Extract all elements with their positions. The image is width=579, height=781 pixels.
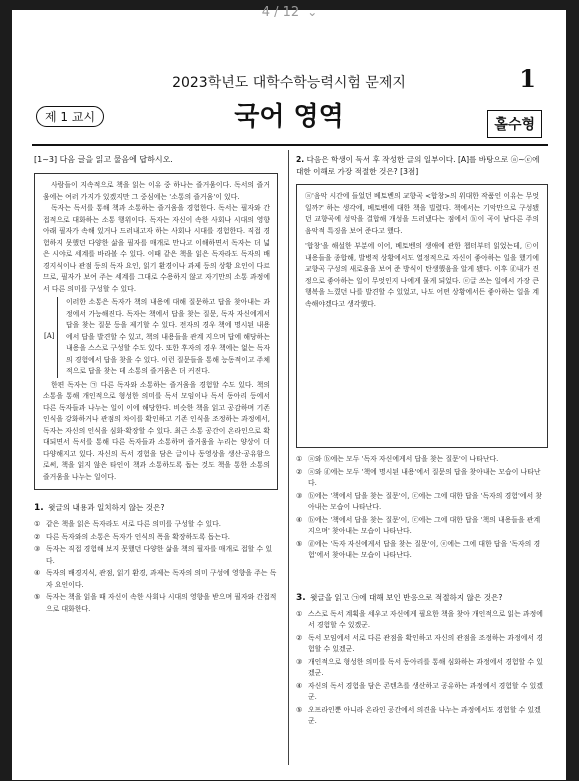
- answer-option[interactable]: [296, 454, 548, 466]
- option-number: ①: [296, 609, 303, 618]
- q2-options: [296, 454, 548, 562]
- answer-option[interactable]: [296, 491, 548, 514]
- option-text: ⓐ와 ⓓ에는 모두 '책에 명시된 내용'에서 질문의 답을 찾아내는 모습이 나타난다.: [308, 467, 541, 487]
- option-number: ④: [34, 569, 41, 577]
- option-number: ③: [34, 545, 41, 553]
- answer-option[interactable]: [296, 467, 548, 490]
- passage-paragraph: 한편 독자는 ㉠ 다른 독자와 소통하는 즐거움을 경험할 수도 있다. 책의 소통을 통해 개인적으로 형성한 의미를 독서 모임이나 독서 동아리 등에서 다른 독자들과 나누는 일이 이에 해당한다. 비슷한 책을 읽고 공감하며 기존 인식을 강화하거나 관점의 차이를 확인하고 기존 인식을 조정하는 과정에서, 독자는 자신의 인식을 심화·확장할 수 있다. 최근 소통 공간이 온라인으로 확대되면서 독서를 통해 다른 독자들과 소통하며 즐거움을 누리는 양상이 더 다양해지고 있다. 자신의 독서 경험을 담은 글이나 동영상을 생산·공유함으로써, 책을 읽지 않은 타인이 책과 소통하도록 돕는 것도 책을 통한 소통의 즐거움을 나누는 일이다.: [43, 380, 270, 481]
- column-divider: [288, 150, 289, 765]
- option-text: 독자의 배경지식, 관점, 읽기 환경, 과제는 독자의 의미 구성에 영향을 주는 독자 요인이다.: [46, 569, 277, 589]
- passage-box: [34, 173, 278, 490]
- q3-options: [296, 609, 548, 728]
- question-stem: 윗글의 내용과 일치하지 않는 것은?: [48, 503, 165, 512]
- option-number: ②: [296, 633, 303, 642]
- option-text: 다른 독자와의 소통은 독자가 인식의 폭을 확장하도록 돕는다.: [46, 532, 230, 541]
- answer-option[interactable]: [34, 544, 278, 567]
- answer-option[interactable]: [296, 681, 548, 704]
- bracket-a-label: [A]: [44, 331, 55, 340]
- question-number: 1.: [34, 503, 44, 513]
- answer-option[interactable]: [296, 609, 548, 632]
- option-text: 스스로 독서 계획을 세우고 자신에게 필요한 책을 찾아 개인적으로 읽는 과정에서 경험할 수 있겠군.: [308, 609, 543, 629]
- question-number: 2.: [296, 155, 305, 164]
- question-1: [34, 502, 278, 513]
- option-number: ①: [34, 520, 41, 528]
- option-text: ⓓ에는 '독자 자신에게서 답을 찾는 질문'이, ⓔ에는 그에 대한 답을 '독자의 경험'에서 찾아내는 모습이 나타난다.: [308, 539, 541, 559]
- option-text: ⓐ와 ⓑ에는 모두 '독자 자신에게서 답을 찾는 질문'이 나타난다.: [308, 455, 499, 463]
- question-number: 3.: [296, 592, 306, 603]
- option-number: ③: [296, 657, 303, 666]
- bracket-a-block: [44, 297, 270, 378]
- exam-title: 2023학년도 대학수학능력시험 문제지: [172, 75, 406, 91]
- option-text: 같은 책을 읽은 독자라도 서로 다른 의미를 구성할 수 있다.: [46, 520, 221, 528]
- option-number: ②: [296, 467, 303, 476]
- option-number: ⑤: [34, 593, 41, 601]
- answer-option[interactable]: [296, 705, 548, 728]
- answer-option[interactable]: [296, 657, 548, 680]
- option-number: ⑤: [296, 539, 303, 548]
- subject-title: 국어 영역: [234, 102, 344, 132]
- type-badge: 홀수형: [487, 110, 542, 138]
- option-number: ③: [296, 491, 303, 500]
- page-number: 1: [519, 64, 536, 93]
- exam-page: [12, 10, 566, 780]
- question-2: [296, 154, 548, 178]
- answer-option[interactable]: [296, 539, 548, 562]
- option-number: ④: [296, 515, 303, 524]
- option-number: ④: [296, 681, 303, 690]
- answer-option[interactable]: [34, 592, 278, 615]
- option-text: 독자는 직접 경험해 보지 못했던 다양한 삶을 책의 필자를 매개로 접할 수 있다.: [46, 545, 272, 565]
- header-rule: [32, 144, 548, 146]
- passage-paragraph: 독자는 독서를 통해 책과 소통하는 즐거움을 경험한다. 독서는 필자와 간접적으로 대화하는 소통 행위이다. 독자는 자신이 속한 사회나 시대의 영향 아래 필자가 속해 있거나 드러내고자 하는 사회나 시대를 경험한다. 직접 경험하지 못했던 다양한 삶을 필자를 매개로 만나고 이해하면서 독자는 더 넓은 시야로 세계를 바라볼 수 있다. 이때 같은 책을 읽은 독자라도 독자의 배경지식이나 관점 등의 독자 요인, 읽기 환경이나 과제 등의 상황 요인이 다르므로, 필자가 보여 주는 세계를 그대로 수용하지 않고 자기만의 소통 과정에서 다른 의미를 구성할 수 있다.: [43, 204, 270, 293]
- answer-option[interactable]: [34, 532, 278, 544]
- option-text: 개인적으로 형성한 의미를 독서 동아리를 통해 심화하는 과정에서 경험할 수 있겠군.: [308, 657, 543, 677]
- q1-options: [34, 519, 278, 615]
- option-text: 독서 모임에서 서로 다른 관점을 확인하고 자신의 관점을 조정하는 과정에서 경험할 수 있겠군.: [308, 633, 543, 653]
- option-text: ⓑ에는 '책에서 답을 찾는 질문'이, ⓒ에는 그에 대한 답을 '책의 내용들을 관계 지으며' 찾아내는 모습이 나타난다.: [308, 515, 541, 535]
- bracket-a-text: 이러한 소통은 독자가 책의 내용에 대해 질문하고 답을 찾아내는 과정에서 가능해진다. 독자는 책에서 답을 찾는 질문, 독자 자신에게서 답을 찾는 질문 등을 제기할 수 있다. 전자의 경우 책에 명시된 내용에서 답을 발견할 수 있고, 책의 내용들을 관계 지으며 답에 해당하는 내용을 스스로 구성할 수도 있다. 또한 후자의 경우 책에는 없는 독자의 경험에서 답을 찾을 수 있다. 이런 질문들을 통해 능동적이고 주체적으로 답을 찾는 데 소통의 즐거움은 더 커진다.: [66, 298, 270, 375]
- page-indicator: 4 / 12: [261, 4, 300, 20]
- period-badge: 제 1 교시: [36, 106, 104, 127]
- question-3: [296, 592, 548, 603]
- student-writing-box: [296, 184, 548, 448]
- answer-option[interactable]: [296, 515, 548, 538]
- option-number: ⑤: [296, 705, 303, 714]
- question-stem: 다음은 학생이 독서 후 작성한 글의 일부이다. [A]를 바탕으로 ⓐ~ⓔ에 대한 이해로 가장 적절한 것은? [3점]: [296, 155, 540, 176]
- option-text: ⓑ에는 '책에서 답을 찾는 질문'이, ⓒ에는 그에 대한 답을 '독자의 경험'에서 찾아내는 모습이 나타난다.: [308, 491, 543, 511]
- instruction: [1~3] 다음 글을 읽고 물음에 답하시오.: [34, 155, 173, 164]
- box-paragraph: '합창'을 해설한 부분에 이어, 베토벤의 생애에 관한 챕터부터 읽었는데, ⓒ이 내용들을 종합해, 발병적 상황에서도 열정적으로 자신이 좋아하는 일을 했기에 교향곡 구성의 새로움을 보여 준 방식이 탄생했음을 알게 됐다. 이후 ⓓ내가 진정으로 좋아하는 일이 무엇인지 나에게 물게 되었다. ⓔ글 쓰는 일에서 가장 큰 행복을 느꼈던 나를 발견할 수 있었고, 나도 어떤 상황에서든 좋아하는 일을 계속해야겠다고 생각했다.: [305, 242, 539, 308]
- page-indicator-bar[interactable]: [0, 0, 579, 24]
- answer-option[interactable]: [296, 633, 548, 656]
- box-paragraph: ⓐ'음악 시간에 들었던 베토벤의 교향곡 <합창>의 위대한 작품인 이유는 무엇일까?' 하는 생각에, 베토벤에 대한 책을 빌렸다. 책에서는 기악만으로 구성됐던 교향곡에 성악을 결합해 개성을 드러냈다는 점에서 ⓑ이 곡이 남다른 주의 음악적 특징을 보여 준다고 했다.: [305, 192, 539, 235]
- right-column: [296, 150, 548, 729]
- option-text: 오프라인뿐 아니라 온라인 공간에서 의견을 나누는 과정에서도 경험할 수 있겠군.: [308, 705, 541, 725]
- option-number: ①: [296, 455, 303, 463]
- option-text: 자신의 독서 경험을 담은 콘텐츠를 생산하고 공유하는 과정에서 경험할 수 있겠군.: [308, 681, 543, 701]
- answer-option[interactable]: [34, 568, 278, 591]
- left-column: [34, 150, 278, 616]
- option-text: 독자는 책을 읽을 때 자신이 속한 사회나 시대의 영향을 받으며 필자와 간접적으로 대화한다.: [46, 593, 277, 613]
- answer-option[interactable]: [34, 519, 278, 531]
- question-stem: 윗글을 읽고 ㉠에 대해 보인 반응으로 적절하지 않은 것은?: [310, 592, 503, 602]
- option-number: ②: [34, 532, 41, 541]
- chevron-down-icon[interactable]: ⌄: [307, 5, 318, 19]
- passage-paragraph: 사람들이 지속적으로 책을 읽는 이유 중 하나는 즐거움이다. 독서의 즐거움에는 여러 가지가 있겠지만 그 중심에는 '소통의 즐거움'이 있다.: [43, 181, 270, 201]
